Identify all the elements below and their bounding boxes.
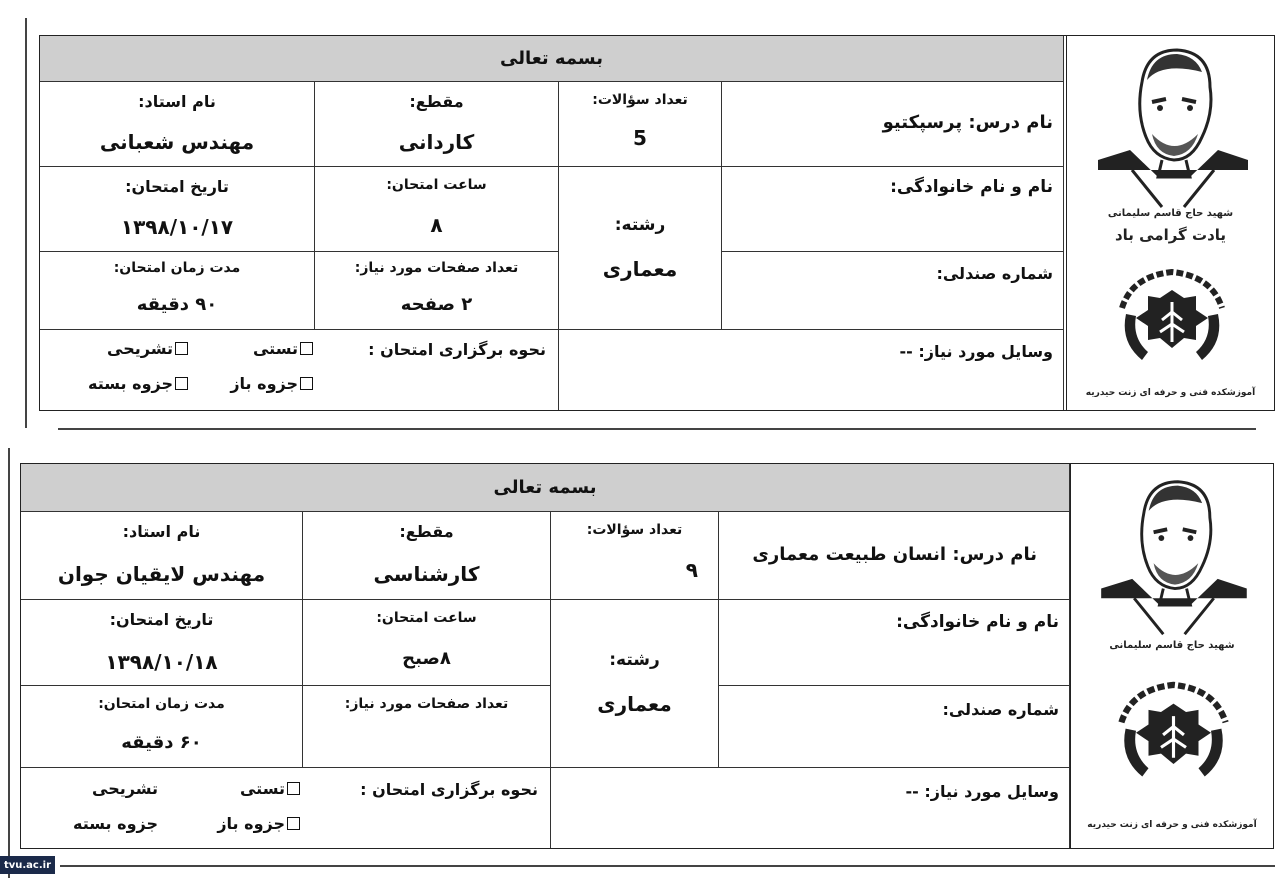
option-closedbook-label: جزوه بسته: [73, 814, 158, 833]
time-value: ۸: [430, 213, 443, 237]
caption-memory: یادت گرامی باد: [1114, 226, 1227, 244]
level-value: کاردانی: [398, 130, 475, 154]
level-value: کارشناسی: [373, 562, 480, 586]
time-cell: [303, 600, 551, 686]
date-value: ۱۳۹۸/۱۰/۱۷: [120, 215, 234, 239]
name-label: نام و نام خانوادگی:: [896, 612, 1059, 632]
major-cell: [551, 600, 719, 768]
duration-cell: [40, 252, 315, 330]
martyr-portrait-icon: [1092, 42, 1252, 212]
checkbox-openbook[interactable]: [287, 817, 300, 830]
pages-value: ۲ صفحه: [400, 294, 473, 315]
level-label: مقطع:: [399, 522, 454, 541]
separator-line: [58, 428, 1256, 430]
option-closedbook: [73, 814, 158, 833]
watermark-badge: [0, 856, 55, 874]
header-title: بسمه تعالی: [493, 477, 597, 498]
level-cell: [303, 512, 551, 600]
page-edge-line-bottom: [8, 448, 10, 878]
time-cell: [315, 167, 559, 252]
option-closedbook: [88, 374, 188, 393]
date-cell: [40, 167, 315, 252]
teacher-cell: [21, 512, 303, 600]
tools-cell: [559, 330, 1064, 410]
logo-column: [1066, 36, 1274, 410]
questions-cell: [559, 82, 722, 167]
major-value: معماری: [597, 692, 672, 716]
option-descriptive: [107, 339, 188, 358]
questions-label: تعداد سؤالات:: [592, 92, 688, 108]
teacher-label: نام استاد:: [138, 92, 216, 111]
time-value: ۸صبح: [402, 648, 451, 669]
pages-label: تعداد صفحات مورد نیاز:: [354, 260, 519, 276]
martyr-portrait-icon: [1093, 474, 1253, 639]
duration-label: مدت زمان امتحان:: [98, 696, 225, 712]
date-label: تاریخ امتحان:: [109, 610, 214, 629]
time-label: ساعت امتحان:: [386, 177, 487, 193]
level-label: مقطع:: [409, 92, 464, 111]
option-closedbook-label: جزوه بسته: [88, 374, 173, 393]
seat-cell: [722, 252, 1064, 330]
teacher-value: مهندس شعبانی: [99, 130, 255, 154]
mode-label: نحوه برگزاری امتحان :: [360, 780, 538, 799]
duration-label: مدت زمان امتحان:: [113, 260, 241, 276]
option-descriptive: [92, 779, 158, 798]
pages-label: تعداد صفحات مورد نیاز:: [344, 696, 509, 712]
time-label: ساعت امتحان:: [376, 610, 477, 626]
date-label: تاریخ امتحان:: [125, 177, 229, 196]
caption-martyr: شهید حاج قاسم سلیمانی: [1109, 640, 1235, 651]
option-openbook: [217, 814, 300, 833]
major-value: معماری: [602, 257, 678, 281]
caption-school: آموزشکده فنی و حرفه ای زنت حیدریه: [1087, 820, 1257, 830]
mode-label: نحوه برگزاری امتحان :: [368, 340, 546, 359]
date-cell: [21, 600, 303, 686]
tools-cell: [551, 768, 1070, 848]
logo-column: [1070, 464, 1273, 848]
duration-value: ۶۰ دقیقه: [121, 732, 202, 753]
duration-cell: [21, 686, 303, 768]
course-value: انسان طبیعت معماری: [752, 544, 947, 565]
course-cell: [719, 512, 1070, 600]
teacher-value: مهندس لایقیان جوان: [57, 562, 266, 586]
option-test: [240, 779, 300, 798]
caption-school: آموزشکده فنی و حرفه ای زنت حیدریه: [1085, 388, 1256, 398]
questions-label: تعداد سؤالات:: [586, 522, 683, 538]
questions-value: ۹: [685, 558, 698, 582]
seat-cell: [719, 686, 1070, 768]
checkbox-test[interactable]: [287, 782, 300, 795]
teacher-cell: [40, 82, 315, 167]
header-title: بسمه تعالی: [500, 48, 603, 69]
ministry-emblem-icon: [1112, 268, 1232, 378]
mode-cell: [21, 768, 551, 848]
checkbox-test[interactable]: [300, 342, 313, 355]
exam-form-perspective: [39, 35, 1275, 411]
course-label: نام درس:: [952, 544, 1037, 565]
checkbox-closedbook[interactable]: [175, 377, 188, 390]
course-label: نام درس:: [968, 112, 1053, 133]
name-cell: [719, 600, 1070, 686]
seat-label: شماره صندلی:: [942, 700, 1059, 719]
pages-cell: [303, 686, 551, 768]
pages-cell: [315, 252, 559, 330]
questions-value: 5: [633, 126, 647, 150]
major-label: رشته:: [614, 215, 666, 235]
tools-label: وسایل مورد نیاز: --: [905, 782, 1059, 801]
major-cell: [559, 167, 722, 330]
tools-label: وسایل مورد نیاز: --: [899, 342, 1053, 361]
option-descriptive-label: تشریحی: [107, 339, 173, 358]
checkbox-openbook[interactable]: [300, 377, 313, 390]
option-openbook-label: جزوه باز: [217, 814, 285, 833]
caption-martyr: شهید حاج قاسم سلیمانی: [1107, 208, 1234, 219]
course-text: [719, 544, 1069, 565]
option-test-label: تستی: [252, 339, 298, 358]
form-header: [21, 464, 1070, 512]
name-label: نام و نام خانوادگی:: [890, 177, 1053, 197]
level-cell: [315, 82, 559, 167]
major-label: رشته:: [609, 650, 660, 670]
option-test-label: تستی: [239, 779, 285, 798]
teacher-label: نام استاد:: [122, 522, 201, 541]
page-edge-line-top: [25, 18, 27, 428]
duration-value: ۹۰ دقیقه: [136, 294, 218, 315]
course-value: پرسپکتیو: [882, 112, 963, 133]
date-value: ۱۳۹۸/۱۰/۱۸: [105, 650, 218, 674]
ministry-emblem-icon: [1111, 679, 1236, 797]
course-cell: [722, 82, 1064, 167]
course-text: [722, 112, 1063, 133]
questions-cell: [551, 512, 719, 600]
form-header: [40, 36, 1064, 82]
option-test: [253, 339, 313, 358]
exam-form-human-nature: [20, 463, 1274, 849]
option-openbook: [230, 374, 313, 393]
bottom-line: [60, 865, 1275, 867]
mode-cell: [40, 330, 559, 410]
checkbox-descriptive[interactable]: [175, 342, 188, 355]
option-openbook-label: جزوه باز: [230, 374, 298, 393]
seat-label: شماره صندلی:: [936, 264, 1053, 283]
watermark-text: tvu.ac.ir: [3, 859, 52, 871]
name-cell: [722, 167, 1064, 252]
option-descriptive-label: تشریحی: [92, 779, 158, 798]
